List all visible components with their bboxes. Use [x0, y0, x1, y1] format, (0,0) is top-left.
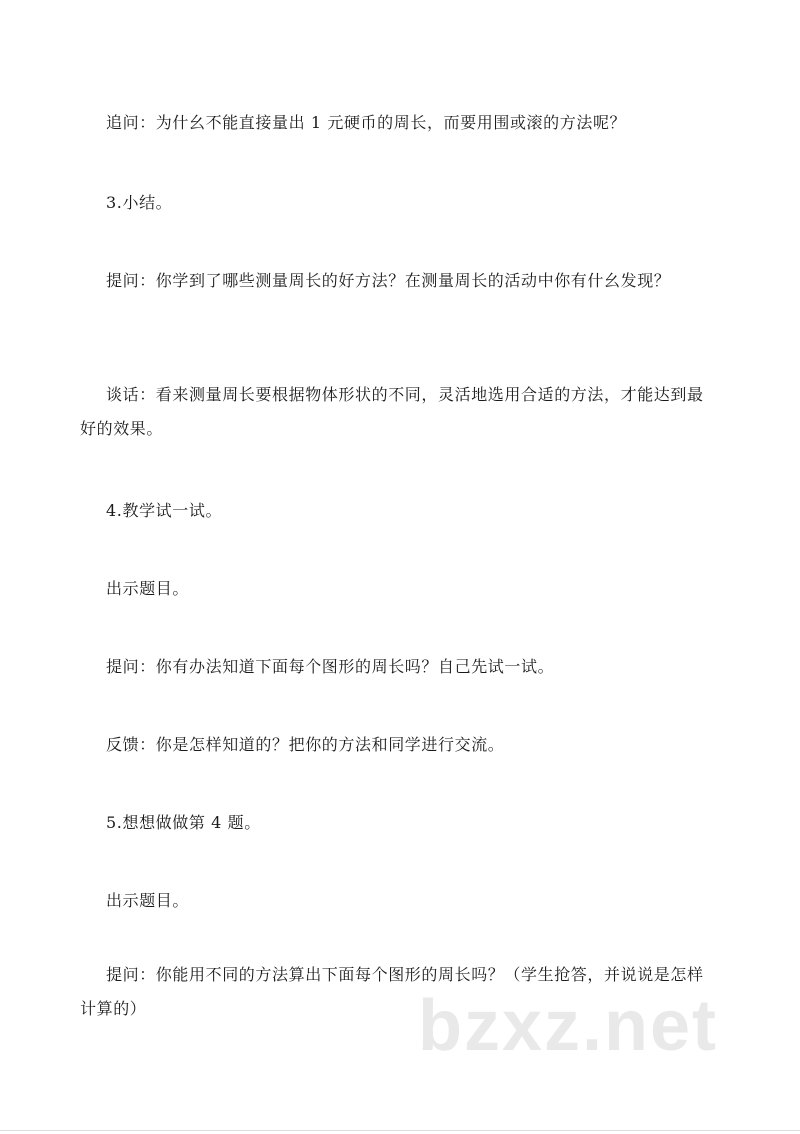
- paragraph-show-problem-1: 出示题目。: [106, 579, 190, 598]
- watermark: bzxz.net: [417, 986, 718, 1066]
- paragraph-show-problem-2: 出示题目。: [106, 891, 190, 910]
- paragraph-question-perimeter: 提问：你有办法知道下面每个图形的周长吗？自己先试一试。: [106, 657, 555, 676]
- paragraph-exercise-heading: 5.想想做做第 4 题。: [106, 813, 261, 832]
- page-bottom-divider: [0, 1130, 800, 1131]
- paragraph-question-different-methods: 提问：你能用不同的方法算出下面每个图形的周长吗？（学生抢答，并说说是怎样计算的）: [80, 965, 704, 1018]
- paragraph-talk-conclusion: 谈话：看来测量周长要根据物体形状的不同，灵活地选用合适的方法，才能达到最好的效果。: [80, 385, 704, 438]
- paragraph-summary-heading: 3.小结。: [106, 193, 173, 212]
- paragraph-question-methods: 提问：你学到了哪些测量周长的好方法？在测量周长的活动中你有什幺发现？: [106, 271, 671, 290]
- paragraph-follow-up-question: 追问：为什幺不能直接量出 1 元硬币的周长，而要用围或滚的方法呢？: [106, 113, 627, 132]
- paragraph-feedback: 反馈：你是怎样知道的？把你的方法和同学进行交流。: [106, 735, 505, 754]
- paragraph-try-heading: 4.教学试一试。: [106, 501, 223, 520]
